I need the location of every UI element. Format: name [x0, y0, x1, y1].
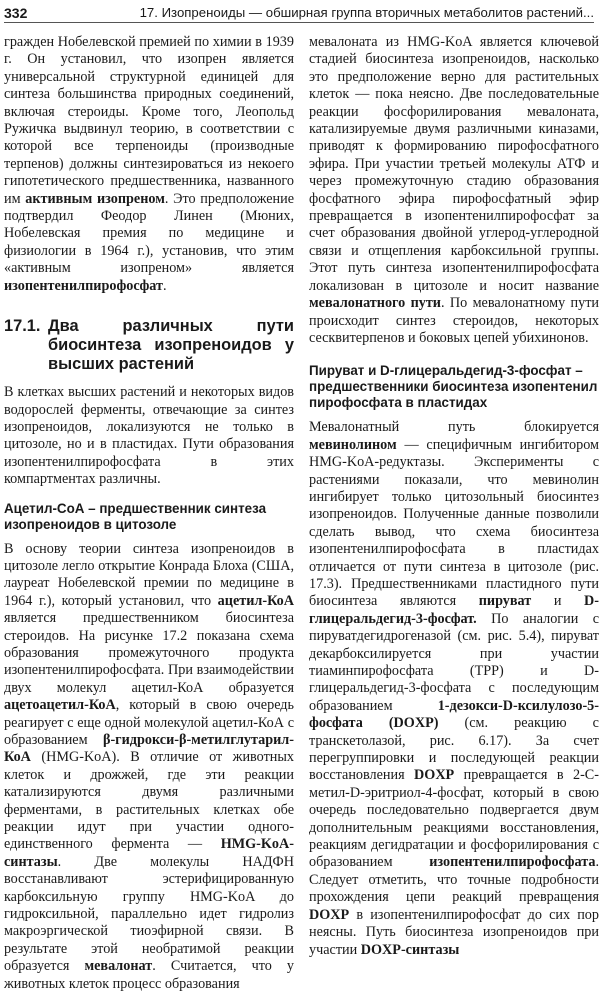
bold-term: мевалонат	[84, 958, 153, 975]
bold-term: мевалонатного пути	[309, 295, 441, 312]
bold-term: изопентенилпирофосфат	[4, 277, 163, 294]
section-number: 17.1.	[4, 317, 41, 336]
paragraph: В клетках высших растений и некоторых видов водорослей ферменты, отвечающие за синтез изопреноидов, локализуются не только в цитозоле, но и в пластидах. Пути образования изопентенилпирофосфата в этих компартментах различны.	[4, 384, 294, 488]
bold-term: пируват	[478, 593, 532, 610]
subsection-heading: Пируват и D-глицеральдегид-3-фосфат – предшественники биосинтеза изопентенил пирофосфата в пластидах	[309, 363, 598, 411]
subsection-heading: Ацетил-СоА – предшественник синтеза изопреноидов в цитозоле	[4, 500, 267, 532]
running-head: 17. Изопреноиды — обширная группа вторичных метаболитов растений...	[139, 5, 594, 20]
bold-term: D-глицеральдегид-3-фосфат.	[309, 593, 599, 627]
page-number: 332	[4, 5, 28, 21]
bold-term: HMG-KoA-синтазы	[4, 836, 294, 870]
paragraph: Мевалонатный путь блокируется мевинолином — специфичным ингибитором HMG-KoA-редуктазы. Эксперименты с растениями показали, что мевинолин ингибирует только цитозольный биосинтез изопреноидов. Полученные данные позволили сделать вывод, что схема биосинтеза изопентенилпирофосфата в пластидах отличается от пути синтеза в цитозоле (рис. 17.3). Предшественниками пластидного пути биосинтеза являются пируват и D-глицеральдегид-3-фосфат. По аналогии с пируватдегидрогеназой (см. рис. 5.4), пируват декарбоксилируется при участии тиаминпирофосфата (TPP) и D-глицеральдегид-3-фосфата с последующим образованием 1-дезокси-D-ксилулозо-5-фосфата (DOXP) (см. реакцию с транскетолазой, рис. 6.17). За счет перегруппировки и последующей реакции восстановления DOXP превращается в 2-С-метил-D-эритриол-4-фосфат, который в свою очередь последовательно подвергается двум дополнительным реакциями восстановления, реакциям дегидратации и фосфорилирования с образованием изопентенилпирофосфата. Следует отметить, что точные подробности прохождения цепи реакций превращения DOXP в изопентенилпирофосфат до сих пор неясны. Путь биосинтеза изопреноидов при участии DOXP-синтазы	[309, 419, 599, 958]
bold-term: мевинолином	[309, 436, 397, 453]
bold-term: изопентенилпирофосфата	[429, 854, 596, 871]
right-column	[309, 34, 599, 959]
left-column	[4, 34, 294, 993]
bold-term: активным изопреном	[25, 190, 165, 207]
paragraph: мевалоната из HMG-KoA является ключевой стадией биосинтеза изопреноидов, насколько это предположение верно для растительных клеток — пока неясно. Две последовательные реакции фосфорилирования мевалоната, катализируемые двумя различными киназами, приводят к формированию пирофосфатного эфира. При участии третьей молекулы АТФ и через промежуточную стадию образования фосфатного эфира пирофосфатный эфир превращается в изопентенилпирофосфат за счет образования двойной углерод-углеродной связи и отщепления карбоксильной группы. Этот путь синтеза изопентенилпирофосфата локализован в цитозоле и носит название мевалонатного пути. По мевалонатному пути происходит синтез стероидов, некоторых сесквитерпенов и боковых цепей убихинонов.	[309, 34, 599, 346]
section-heading	[4, 317, 294, 374]
bold-term: 1-дезокси-D-ксилулозо-5-фосфата (DOXP)	[309, 697, 599, 732]
bold-term: ацетил-КоА	[217, 592, 294, 609]
section-title: Два различных пути биосинтеза изопреноидов у высших растений	[48, 317, 294, 374]
bold-term: DOXP-синтазы	[360, 941, 460, 958]
page-header	[4, 2, 594, 23]
bold-term: β-гидрокси-β-метилглутарил-КоА	[4, 732, 294, 766]
paragraph: В основу теории синтеза изопреноидов в цитозоле легло открытие Конрада Блоха (США, лауреат Нобелевской премии по медицине в 1964 г.), который установил, что ацетил-КоА является предшественником биосинтеза стероидов. На рисунке 17.2 показана схема образования промежуточного продукта изопентенилпирофосфата. При взаимодействии двух молекул ацетил-КоА образуется ацетоацетил-КоА, который в свою очередь реагирует с еще одной молекулой ацетил-КоА с образованием β-гидрокси-β-метилглутарил-КоА (HMG-KoA). В отличие от животных клеток и дрожжей, где эти реакции катализируются двумя различными ферментами, в растительных клетках обе реакции идут при участии одного-единственного фермента — HMG-KoA-синтазы. Две молекулы НАДФН восстанавливают эстерифицированную карбоксильную группу HMG-KoA до гидроксильной, параллельно идет гидролиз макроэргической тиоэфирной связи. В результате этой необратимой реакции образуется мевалонат. Считается, что у животных клеток процесс образования	[4, 540, 294, 992]
bold-term: DOXP	[309, 906, 350, 923]
bold-term: DOXP	[414, 767, 455, 784]
paragraph: гражден Нобелевской премией по химии в 1939 г. Он установил, что изопрен является универсальной структурной единицей для синтеза большинства природных соединений, включая стероиды. Кроме того, Леопольд Ружичка выдвинул теорию, в соответствии с которой все терпеноиды (производные терпенов) должны синтезироваться из некоего гипотетического предшественника, названного им активным изопреном. Это предположение подтвердил Феодор Линен (Мюних, Нобелевская премия по медицине и физиологии в 1964 г.), установив, что этим «активным изопреном» является изопентенилпирофосфат.	[4, 34, 294, 294]
bold-term: ацетоацетил-КоА	[4, 697, 116, 714]
